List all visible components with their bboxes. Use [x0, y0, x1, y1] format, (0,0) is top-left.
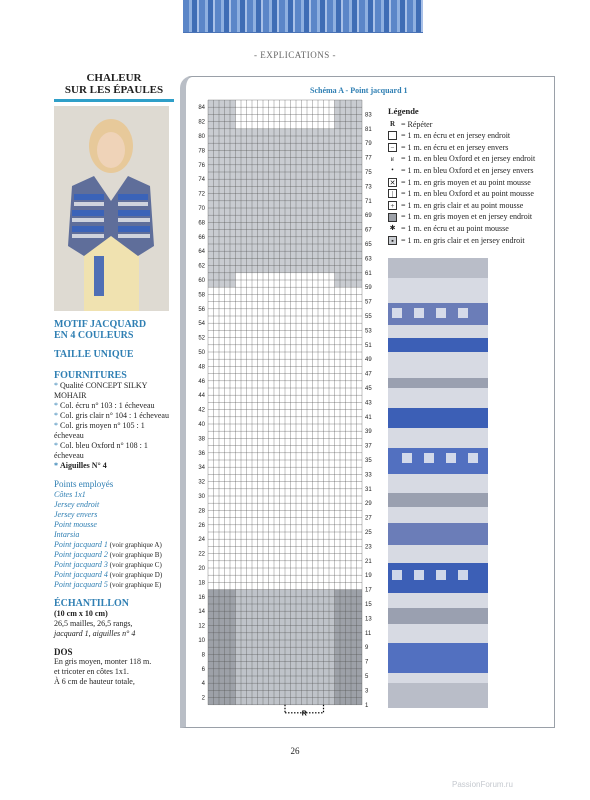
row-label-left: 36 — [198, 450, 205, 457]
row-label-right: 59 — [365, 285, 372, 292]
legend-item: − = 1 m. en écru et en jersey envers — [388, 142, 538, 154]
row-label-left: 50 — [198, 350, 205, 356]
row-label-left: 64 — [198, 249, 205, 256]
size-heading: TAILLE UNIQUE — [54, 349, 134, 360]
supplies-list — [54, 381, 174, 471]
row-label-right: 31 — [365, 486, 372, 493]
row-label-right: 5 — [365, 674, 369, 680]
legend-item: ✕ = 1 m. en gris moyen et au point mousse — [389, 177, 531, 187]
row-label-right: 77 — [365, 155, 372, 162]
legend-item: = 1 m. en gris moyen et en jersey endroit — [388, 211, 538, 223]
row-label-right: 13 — [365, 616, 372, 623]
knit-detail-photo — [388, 258, 488, 708]
row-label-left: 30 — [198, 494, 205, 500]
row-label-right: 45 — [365, 386, 372, 392]
row-label-left: 68 — [198, 220, 205, 227]
legend — [388, 106, 538, 246]
row-label-left: 26 — [198, 522, 205, 529]
row-label-right: 17 — [365, 587, 372, 594]
row-label-left: 6 — [201, 666, 205, 673]
row-label-left: 58 — [198, 292, 205, 299]
row-label-right: 7 — [365, 659, 369, 666]
page-number: 26 — [290, 746, 300, 756]
row-label-left: 38 — [198, 436, 205, 443]
row-label-left: 12 — [198, 623, 205, 630]
stitch-item: Jersey endroit — [54, 500, 100, 509]
row-label-right: 27 — [365, 515, 372, 522]
row-label-right: 57 — [365, 299, 372, 306]
supplies-heading: FOURNITURES — [54, 370, 127, 381]
row-label-left: 22 — [198, 551, 205, 558]
footer-logo: PassionForum.ru — [452, 780, 513, 789]
row-label-left: 84 — [198, 105, 205, 112]
row-label-right: 37 — [365, 443, 372, 450]
model-photo — [54, 106, 169, 311]
motif-line-2: EN 4 COULEURS — [54, 330, 134, 341]
row-label-left: 40 — [198, 422, 205, 428]
row-label-left: 16 — [198, 594, 205, 601]
row-label-right: 65 — [365, 242, 372, 248]
row-label-left: 2 — [201, 695, 205, 702]
chart-title: Schéma A - Point jacquard 1 — [310, 86, 408, 95]
legend-item: = 1 m. en écru et en jersey endroit — [388, 130, 538, 142]
legend-item: | = 1 m. en bleu Oxford et au point mousse — [388, 188, 538, 200]
row-label-left: 48 — [198, 364, 205, 371]
stitch-item: Point jacquard 5 (voir graphique E) — [54, 580, 162, 589]
row-label-right: 51 — [365, 342, 372, 349]
motif-line-1: MOTIF JACQUARD — [54, 319, 147, 330]
row-label-right: 1 — [365, 702, 369, 709]
supply-item: * Qualité CONCEPT SILKY MOHAIR — [54, 381, 148, 400]
gauge-subtitle: (10 cm x 10 cm) — [54, 609, 108, 618]
row-label-right: 35 — [365, 458, 372, 464]
row-label-right: 83 — [365, 112, 372, 119]
row-label-left: 24 — [198, 537, 205, 544]
row-label-right: 43 — [365, 400, 372, 407]
row-label-left: 10 — [198, 638, 205, 644]
row-label-right: 3 — [365, 688, 369, 695]
supply-item: * Col. écru n° 103 : 1 écheveau — [54, 401, 155, 410]
row-label-right: 21 — [365, 558, 372, 565]
legend-item-repeat: R = Répéter — [389, 119, 433, 129]
stitch-item: Point jacquard 3 (voir graphique C) — [54, 560, 162, 569]
row-label-left: 66 — [198, 234, 205, 241]
row-label-right: 81 — [365, 126, 372, 133]
row-label-right: 79 — [365, 141, 372, 148]
row-label-right: 63 — [365, 256, 372, 263]
row-label-right: 71 — [365, 198, 372, 205]
title-line-1: CHALEUR — [86, 72, 142, 84]
stitch-item: Jersey envers — [54, 510, 98, 519]
row-label-right: 61 — [365, 270, 372, 277]
stitch-item: Point jacquard 1 (voir graphique A) — [54, 540, 162, 549]
row-label-left: 80 — [198, 134, 205, 140]
row-label-left: 52 — [198, 335, 205, 342]
row-label-right: 29 — [365, 501, 372, 508]
row-label-left: 74 — [198, 177, 205, 184]
row-label-right: 15 — [365, 602, 372, 608]
stitch-item: Point jacquard 4 (voir graphique D) — [54, 570, 163, 579]
gauge-text-a: 26,5 mailles, 26,5 rangs, — [54, 619, 133, 628]
row-label-left: 46 — [198, 378, 205, 385]
row-label-left: 82 — [198, 119, 205, 126]
left-column — [54, 72, 174, 687]
repeat-label: R — [301, 710, 307, 718]
row-label-right: 47 — [365, 371, 372, 378]
row-label-right: 67 — [365, 227, 372, 234]
row-label-left: 54 — [198, 321, 205, 328]
legend-title: Légende — [388, 106, 419, 116]
row-label-right: 41 — [365, 414, 372, 421]
title-line-2: SUR LES ÉPAULES — [64, 84, 164, 96]
row-label-left: 70 — [198, 206, 205, 212]
gauge-text-b: jacquard 1, aiguilles n° 4 — [54, 629, 136, 638]
stitches-list — [54, 490, 174, 590]
row-label-left: 72 — [198, 191, 205, 198]
row-label-left: 20 — [198, 566, 205, 572]
row-label-right: 69 — [365, 213, 372, 220]
gauge-heading: ÉCHANTILLON — [54, 598, 130, 609]
row-label-left: 32 — [198, 479, 205, 486]
dos-text-a: En gris moyen, monter 118 m. — [54, 657, 152, 666]
legend-item: + = 1 m. en gris clair et au point mousse — [388, 200, 538, 212]
row-label-left: 18 — [198, 580, 205, 587]
row-label-right: 11 — [365, 630, 372, 637]
row-label-left: 76 — [198, 162, 205, 169]
row-label-right: 25 — [365, 530, 372, 536]
row-label-left: 42 — [198, 407, 205, 414]
legend-item: ✱ = 1 m. en écru et au point mousse — [389, 223, 509, 233]
section-header: - EXPLICATIONS - — [254, 50, 336, 60]
row-label-right: 53 — [365, 328, 372, 335]
row-label-left: 28 — [198, 508, 205, 515]
legend-item: ʁ = 1 m. en bleu Oxford et en jersey endroit — [390, 154, 536, 164]
legend-item: • = 1 m. en bleu Oxford et en jersey envers — [391, 165, 534, 175]
dos-text-c: À 6 cm de hauteur totale, — [54, 677, 135, 686]
supply-item: * Col. bleu Oxford n° 108 : 1 écheveau — [54, 441, 148, 460]
dos-heading: DOS — [54, 647, 73, 657]
motif-heading — [54, 319, 174, 341]
row-label-right: 75 — [365, 170, 372, 176]
stitch-item: Point mousse — [54, 520, 97, 529]
row-label-left: 44 — [198, 393, 205, 400]
row-label-right: 9 — [365, 645, 369, 652]
supply-item: * Col. gris clair n° 104 : 1 écheveau — [54, 411, 169, 420]
row-label-right: 33 — [365, 472, 372, 479]
row-label-left: 78 — [198, 148, 205, 155]
row-label-left: 14 — [198, 609, 205, 616]
row-label-right: 73 — [365, 184, 372, 191]
dos-text-b: et tricoter en côtes 1x1. — [54, 667, 129, 676]
row-label-left: 4 — [201, 681, 205, 688]
row-label-left: 62 — [198, 263, 205, 270]
row-label-right: 23 — [365, 544, 372, 551]
row-label-right: 49 — [365, 357, 372, 364]
article-title — [54, 72, 174, 102]
stitch-item: Intarsia — [54, 530, 80, 539]
knit-swatch-image — [183, 0, 423, 33]
row-label-left: 56 — [198, 306, 205, 313]
row-label-left: 8 — [201, 652, 205, 659]
jacquard-chart-grid — [190, 98, 380, 728]
row-label-right: 55 — [365, 314, 372, 320]
stitches-heading: Points employés — [54, 479, 114, 489]
row-label-right: 39 — [365, 429, 372, 436]
stitch-item: Point jacquard 2 (voir graphique B) — [54, 550, 162, 559]
stitch-item: Côtes 1x1 — [54, 490, 86, 499]
row-label-left: 34 — [198, 465, 205, 472]
legend-item: ▪ = 1 m. en gris clair et en jersey endroit — [388, 235, 538, 247]
row-label-left: 60 — [198, 278, 205, 284]
supply-item: * Col. gris moyen n° 105 : 1 écheveau — [54, 421, 145, 440]
supply-item: * Aiguilles N° 4 — [54, 461, 107, 470]
row-label-right: 19 — [365, 573, 372, 580]
